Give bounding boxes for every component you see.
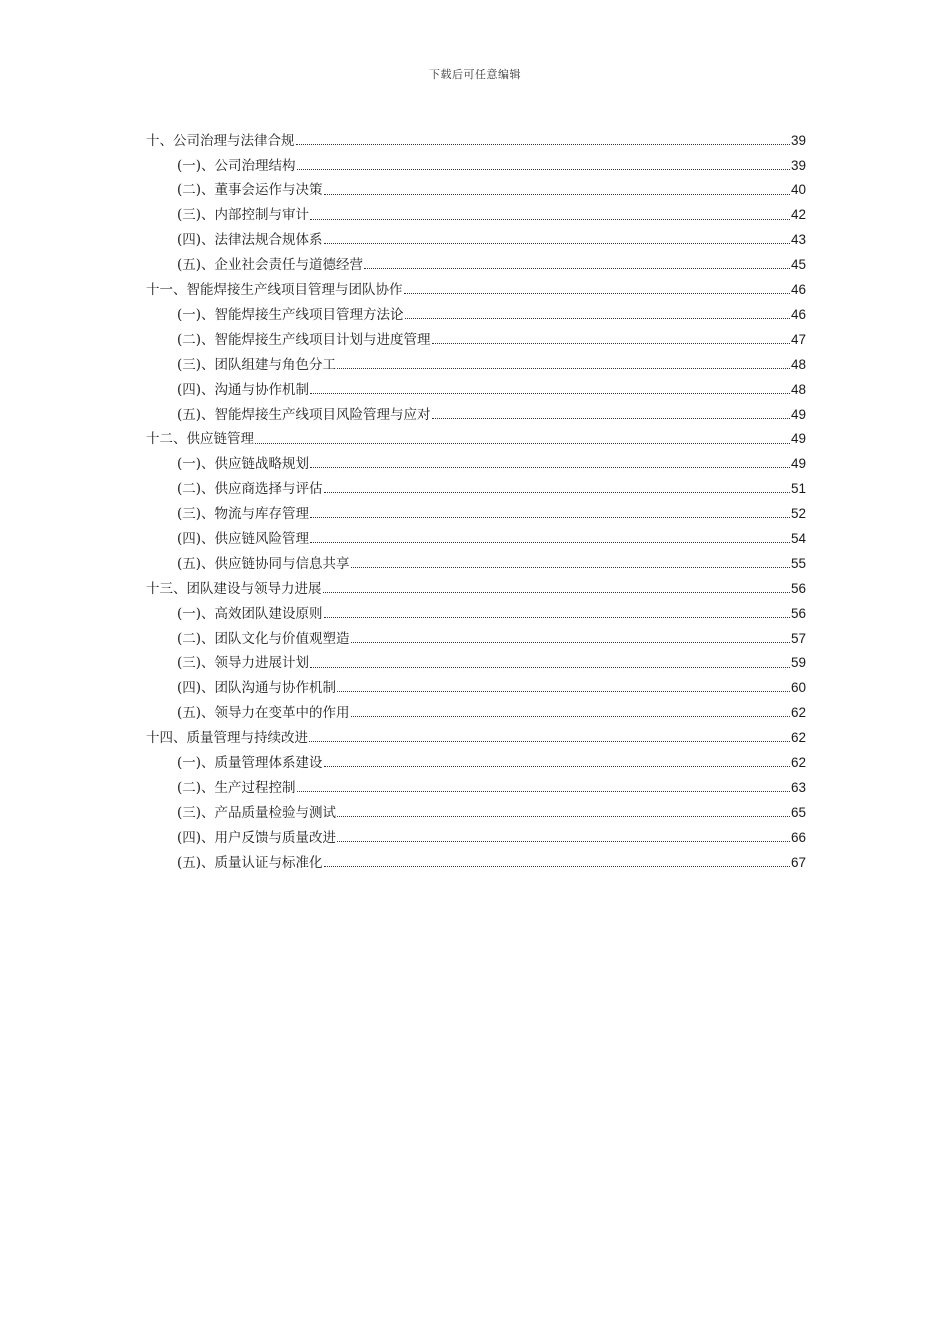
toc-page-number: 62 <box>790 730 806 746</box>
toc-dot-leader <box>310 393 790 394</box>
toc-dot-leader <box>297 169 790 170</box>
toc-chapter-entry[interactable] <box>146 126 806 151</box>
toc-section-entry[interactable] <box>146 176 806 201</box>
toc-page-number: 49 <box>790 456 806 472</box>
toc-dot-leader <box>337 368 790 369</box>
toc-section-entry[interactable] <box>146 773 806 798</box>
toc-dot-leader <box>324 243 790 244</box>
toc-page-number: 49 <box>790 406 806 422</box>
toc-dot-leader <box>310 467 790 468</box>
toc-section-entry[interactable] <box>146 549 806 574</box>
toc-entry-title: (一)、智能焊接生产线项目管理方法论 <box>177 306 404 323</box>
toc-entry-title: 十三、团队建设与领导力进展 <box>146 580 322 597</box>
toc-dot-leader <box>255 443 790 444</box>
toc-entry-title: (三)、产品质量检验与测试 <box>177 804 337 821</box>
toc-chapter-entry[interactable] <box>146 425 806 450</box>
toc-section-entry[interactable] <box>146 649 806 674</box>
toc-entry-title: 十四、质量管理与持续改进 <box>146 730 308 747</box>
toc-dot-leader <box>324 766 790 767</box>
toc-page-number: 66 <box>790 829 806 845</box>
toc-dot-leader <box>324 492 790 493</box>
toc-entry-title: (三)、领导力进展计划 <box>177 655 310 672</box>
toc-entry-title: (五)、智能焊接生产线项目风险管理与应对 <box>177 406 431 423</box>
toc-dot-leader <box>337 841 790 842</box>
toc-page-number: 62 <box>790 754 806 770</box>
toc-entry-title: (五)、企业社会责任与道德经营 <box>177 257 364 274</box>
toc-entry-title: (四)、供应链风险管理 <box>177 530 310 547</box>
toc-page-number: 46 <box>790 282 806 298</box>
toc-section-entry[interactable] <box>146 375 806 400</box>
toc-section-entry[interactable] <box>146 698 806 723</box>
toc-section-entry[interactable] <box>146 474 806 499</box>
toc-dot-leader <box>351 642 790 643</box>
toc-entry-title: (四)、用户反馈与质量改进 <box>177 829 337 846</box>
toc-dot-leader <box>351 567 790 568</box>
toc-dot-leader <box>337 691 790 692</box>
toc-section-entry[interactable] <box>146 325 806 350</box>
toc-section-entry[interactable] <box>146 151 806 176</box>
toc-page-number: 54 <box>790 530 806 546</box>
toc-entry-title: (三)、团队组建与角色分工 <box>177 356 337 373</box>
toc-entry-title: (四)、法律法规合规体系 <box>177 232 323 249</box>
toc-page-number: 39 <box>790 132 806 148</box>
toc-page-number: 42 <box>790 207 806 223</box>
toc-dot-leader <box>405 318 790 319</box>
toc-section-entry[interactable] <box>146 300 806 325</box>
toc-section-entry[interactable] <box>146 798 806 823</box>
toc-page-number: 63 <box>790 779 806 795</box>
toc-section-entry[interactable] <box>146 350 806 375</box>
toc-dot-leader <box>324 866 790 867</box>
toc-dot-leader <box>296 144 790 145</box>
toc-entry-title: (一)、公司治理结构 <box>177 157 296 174</box>
toc-section-entry[interactable] <box>146 823 806 848</box>
toc-section-entry[interactable] <box>146 748 806 773</box>
toc-entry-title: (二)、董事会运作与决策 <box>177 182 323 199</box>
toc-dot-leader <box>432 418 790 419</box>
toc-chapter-entry[interactable] <box>146 574 806 599</box>
toc-dot-leader <box>310 542 790 543</box>
toc-dot-leader <box>351 716 790 717</box>
toc-entry-title: 十、公司治理与法律合规 <box>146 132 295 149</box>
toc-page-number: 45 <box>790 257 806 273</box>
toc-entry-title: (五)、供应链协同与信息共享 <box>177 555 350 572</box>
toc-page-number: 57 <box>790 630 806 646</box>
toc-section-entry[interactable] <box>146 450 806 475</box>
toc-section-entry[interactable] <box>146 624 806 649</box>
toc-dot-leader <box>310 517 790 518</box>
toc-page-number: 62 <box>790 705 806 721</box>
toc-section-entry[interactable] <box>146 400 806 425</box>
toc-page-number: 43 <box>790 232 806 248</box>
toc-chapter-entry[interactable] <box>146 723 806 748</box>
toc-page-number: 49 <box>790 431 806 447</box>
toc-page-number: 60 <box>790 680 806 696</box>
toc-dot-leader <box>310 219 790 220</box>
toc-section-entry[interactable] <box>146 226 806 251</box>
toc-section-entry[interactable] <box>146 201 806 226</box>
toc-dot-leader <box>432 343 790 344</box>
toc-entry-title: (一)、质量管理体系建设 <box>177 754 323 771</box>
toc-page-number: 59 <box>790 655 806 671</box>
toc-page-number: 67 <box>790 854 806 870</box>
toc-entry-title: (一)、供应链战略规划 <box>177 456 310 473</box>
toc-entry-title: (二)、智能焊接生产线项目计划与进度管理 <box>177 331 431 348</box>
toc-page-number: 65 <box>790 804 806 820</box>
toc-entry-title: (五)、质量认证与标准化 <box>177 854 323 871</box>
toc-entry-title: 十二、供应链管理 <box>146 431 254 448</box>
toc-section-entry[interactable] <box>146 250 806 275</box>
toc-page-number: 51 <box>790 481 806 497</box>
toc-dot-leader <box>309 741 790 742</box>
toc-entry-title: (三)、内部控制与审计 <box>177 207 310 224</box>
page-header: 下载后可任意编辑 <box>429 68 521 81</box>
toc-dot-leader <box>364 268 790 269</box>
toc-entry-title: (二)、供应商选择与评估 <box>177 481 323 498</box>
toc-page-number: 48 <box>790 381 806 397</box>
toc-entry-title: (一)、高效团队建设原则 <box>177 605 323 622</box>
toc-dot-leader <box>310 667 790 668</box>
toc-section-entry[interactable] <box>146 848 806 873</box>
toc-page-number: 48 <box>790 356 806 372</box>
toc-entry-title: (三)、物流与库存管理 <box>177 506 310 523</box>
toc-page-number: 52 <box>790 506 806 522</box>
toc-entry-title: (四)、沟通与协作机制 <box>177 381 310 398</box>
toc-entry-title: (二)、团队文化与价值观塑造 <box>177 630 350 647</box>
toc-dot-leader <box>404 293 790 294</box>
toc-dot-leader <box>337 816 790 817</box>
toc-page-number: 56 <box>790 605 806 621</box>
toc-entry-title: 十一、智能焊接生产线项目管理与团队协作 <box>146 282 403 299</box>
toc-entry-title: (五)、领导力在变革中的作用 <box>177 705 350 722</box>
toc-dot-leader <box>323 592 790 593</box>
toc-dot-leader <box>297 791 790 792</box>
toc-page-number: 55 <box>790 555 806 571</box>
toc-section-entry[interactable] <box>146 499 806 524</box>
toc-entry-title: (二)、生产过程控制 <box>177 779 296 796</box>
toc-section-entry[interactable] <box>146 524 806 549</box>
toc-dot-leader <box>324 194 790 195</box>
toc-chapter-entry[interactable] <box>146 275 806 300</box>
toc-section-entry[interactable] <box>146 674 806 699</box>
toc-page-number: 56 <box>790 580 806 596</box>
toc-dot-leader <box>324 617 790 618</box>
toc-section-entry[interactable] <box>146 599 806 624</box>
toc-page-number: 39 <box>790 157 806 173</box>
toc-page-number: 47 <box>790 331 806 347</box>
table-of-contents <box>146 126 806 873</box>
toc-entry-title: (四)、团队沟通与协作机制 <box>177 680 337 697</box>
toc-page-number: 46 <box>790 306 806 322</box>
toc-page-number: 40 <box>790 182 806 198</box>
